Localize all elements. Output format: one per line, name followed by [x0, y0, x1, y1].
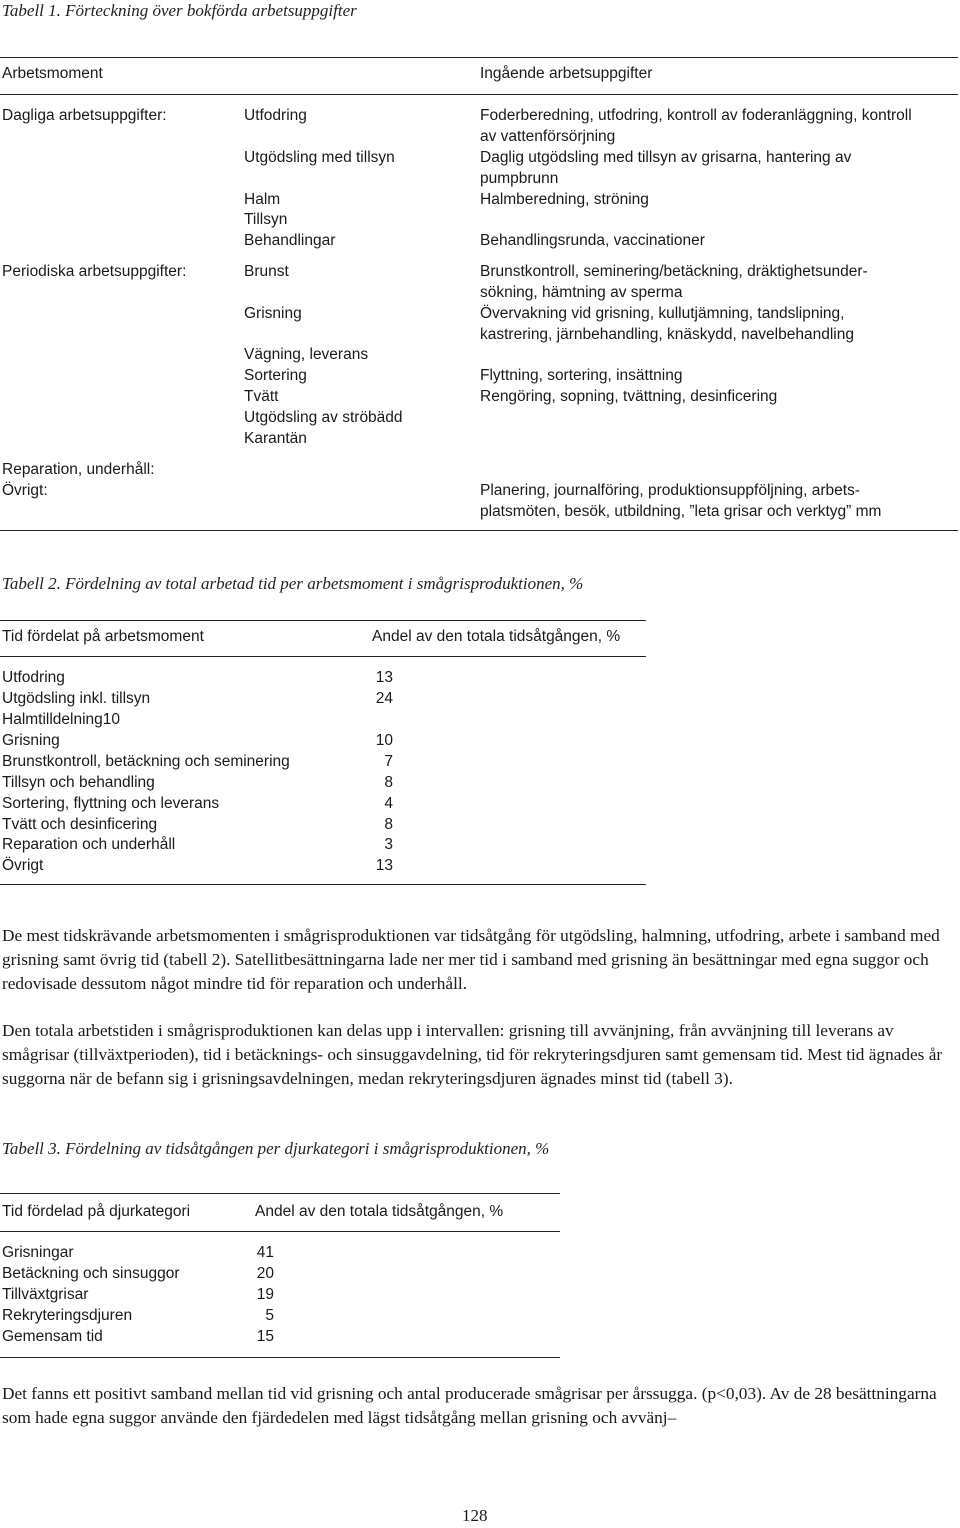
table2-row-value: 4 — [384, 795, 393, 812]
table2-row-label: Brunstkontroll, betäckning och seminering — [2, 753, 290, 770]
table1-description: kastrering, järnbehandling, knäskydd, navelbehandling — [480, 326, 854, 343]
table1-description: sökning, hämtning av sperma — [480, 284, 683, 301]
table1-description: Foderberedning, utfodring, kontroll av foderanläggning, kontroll — [480, 107, 912, 124]
table2-row-label: Grisning — [2, 732, 60, 749]
table1-moment: Utgödsling av ströbädd — [244, 409, 403, 426]
table1-description: Halmberedning, ströning — [480, 191, 649, 208]
table2-header-rule — [0, 656, 646, 657]
table1-description: Rengöring, sopning, tvättning, desinficering — [480, 388, 778, 405]
table2-bottom-rule — [0, 884, 646, 885]
table3-row-value: 5 — [265, 1307, 274, 1324]
table2-row-label: Tvätt och desinficering — [2, 816, 158, 833]
table1-description: Planering, journalföring, produktionsuppföljning, arbets- — [480, 482, 860, 499]
table2-row-value: 24 — [375, 690, 393, 707]
table2-top-rule — [0, 620, 646, 621]
table2-row-value: 13 — [375, 669, 393, 686]
table1-moment: Utgödsling med tillsyn — [244, 149, 395, 166]
table3-header-left: Tid fördelad på djurkategori — [2, 1203, 191, 1220]
page-number: 128 — [462, 1506, 488, 1525]
table1-description: Övervakning vid grisning, kullutjämning, tandslipning, — [480, 305, 845, 322]
table1-description: Daglig utgödsling med tillsyn av grisarna, hantering av — [480, 149, 852, 166]
table2-row-value: 8 — [384, 816, 393, 833]
table3-row-value: 41 — [256, 1244, 274, 1261]
table1-description: Behandlingsrunda, vaccinationer — [480, 232, 705, 249]
table3-header-rule — [0, 1231, 560, 1232]
table2-row-label: Halmtilldelning10 — [2, 711, 121, 728]
table1-bottom-rule — [0, 530, 958, 531]
table2-row-label: Sortering, flyttning och leverans — [2, 795, 220, 812]
table1-header-rule — [0, 94, 958, 95]
table1-description: platsmöten, besök, utbildning, ”leta grisar och verktyg” mm — [480, 503, 882, 520]
table1-moment: Vägning, leverans — [244, 346, 369, 363]
body-paragraph: Det fanns ett positivt samband mellan tid vid grisning och antal producerade smågrisar per årssugga. (p<0,03). Av de 28 besättningarna som hade egna suggor använde den fjärdedelen med lägst tidsåtgång mellan grisning och avvänj– — [2, 1384, 937, 1427]
table1-moment: Brunst — [244, 263, 289, 280]
table3-row-value: 15 — [256, 1328, 274, 1345]
table2-row-value: 8 — [384, 774, 393, 791]
body-paragraph: Den totala arbetstiden i smågrisproduktionen kan delas upp i intervallen: grisning till avvänjning, från avvänjning till leverans av smågrisar (tillväxtperioden), tid i betäcknings- och sinsuggavdelning, tid för rekryteringsdjuren samt gemensam tid. Mest tid ägnades år suggorna när de befann sig i grisningsavdelningen, medan rekryteringsdjuren ägnades minst tid (tabell 3). — [2, 1021, 943, 1088]
table1-moment: Utfodring — [244, 107, 307, 124]
table1-moment: Behandlingar — [244, 232, 336, 249]
table2-header-left: Tid fördelat på arbetsmoment — [2, 628, 204, 645]
table2-caption: Tabell 2. Fördelning av total arbetad tid per arbetsmoment i smågrisproduktionen, % — [2, 574, 584, 593]
table3-row-label: Gemensam tid — [2, 1328, 103, 1345]
table2-row-value: 7 — [384, 753, 393, 770]
table2-header-right: Andel av den totala tidsåtgången, % — [372, 628, 621, 645]
table1-category-repair: Reparation, underhåll: — [2, 461, 155, 478]
table2-row-label: Tillsyn och behandling — [2, 774, 155, 791]
table1-description: pumpbrunn — [480, 170, 559, 187]
table2-row-label: Reparation och underhåll — [2, 836, 176, 853]
table2-row-label: Övrigt — [2, 857, 44, 874]
table1-category-periodic: Periodiska arbetsuppgifter: — [2, 263, 187, 280]
table3-top-rule — [0, 1193, 560, 1194]
table2-row-label: Utfodring — [2, 669, 65, 686]
table1-moment: Grisning — [244, 305, 302, 322]
table1-header-right: Ingående arbetsuppgifter — [480, 65, 653, 82]
body-paragraph: De mest tidskrävande arbetsmomenten i smågrisproduktionen var tidsåtgång för utgödsling, halmning, utfodring, arbete i samband med grisning samt övrig tid (tabell 2). Satellitbesättningarna lade ner mer tid i samband med grisning än besättningar med egna suggor och redovisade dessutom något mindre tid för reparation och underhåll. — [2, 926, 940, 993]
table2-row-value: 13 — [375, 857, 393, 874]
table3-header-right: Andel av den totala tidsåtgången, % — [255, 1203, 504, 1220]
table2-row-value: 10 — [375, 732, 393, 749]
table3-row-label: Rekryteringsdjuren — [2, 1307, 133, 1324]
table1-category-other: Övrigt: — [2, 482, 48, 499]
table3-row-value: 19 — [256, 1286, 274, 1303]
table3-row-label: Grisningar — [2, 1244, 74, 1261]
table1-caption: Tabell 1. Förteckning över bokförda arbetsuppgifter — [2, 1, 357, 20]
table2-row-label: Utgödsling inkl. tillsyn — [2, 690, 151, 707]
table1-moment: Tillsyn — [244, 211, 288, 228]
table1-moment: Karantän — [244, 430, 307, 447]
table1-description: Flyttning, sortering, insättning — [480, 367, 683, 384]
table3-row-label: Tillväxtgrisar — [2, 1286, 89, 1303]
table1-header-left: Arbetsmoment — [2, 65, 103, 82]
table3-caption: Tabell 3. Fördelning av tidsåtgången per djurkategori i smågrisproduktionen, % — [2, 1139, 550, 1158]
table1-description: av vattenförsörjning — [480, 128, 616, 145]
table1-moment: Tvätt — [244, 388, 279, 405]
table1-category-daily: Dagliga arbetsuppgifter: — [2, 107, 167, 124]
table1-top-rule — [0, 57, 958, 58]
table3-row-label: Betäckning och sinsuggor — [2, 1265, 180, 1282]
table1-description: Brunstkontroll, seminering/betäckning, dräktighetsunder- — [480, 263, 868, 280]
table3-row-value: 20 — [256, 1265, 274, 1282]
table2-row-value: 3 — [384, 836, 393, 853]
table1-moment: Sortering — [244, 367, 307, 384]
table3-bottom-rule — [0, 1357, 560, 1358]
table1-moment: Halm — [244, 191, 281, 208]
